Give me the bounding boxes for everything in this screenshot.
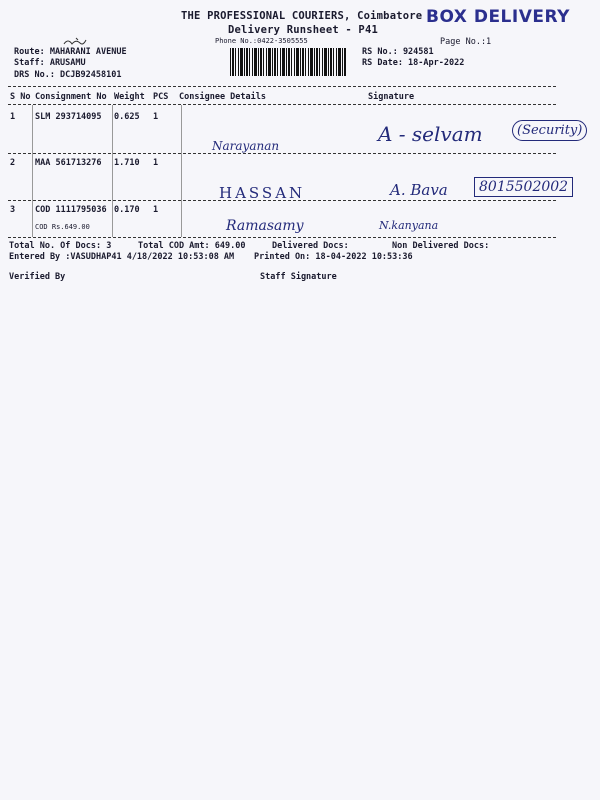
- row1-pcs: 1: [153, 112, 159, 122]
- delivered-docs: Delivered Docs:: [272, 241, 349, 251]
- col-sno: S No: [10, 92, 31, 102]
- barcode: [230, 48, 346, 76]
- row2-sno: 2: [10, 158, 16, 168]
- row1-security-note: (Security): [512, 120, 587, 141]
- drs-number: DRS No.: DCJB92458101: [14, 70, 122, 80]
- row-rule: [8, 200, 556, 201]
- col-separator: [112, 105, 113, 237]
- row3-signature-handwriting: N.kanyana: [379, 219, 439, 232]
- col-separator: [181, 105, 182, 237]
- runsheet-title: Delivery Runsheet - P41: [228, 24, 378, 36]
- row2-phone-note: 8015502002: [474, 177, 573, 197]
- company-name: THE PROFESSIONAL COURIERS, Coimbatore: [181, 10, 423, 22]
- col-consignment: Consignment No: [35, 92, 107, 102]
- row1-consignee-handwriting: Narayanan: [212, 139, 280, 153]
- staff-label: Staff: ARUSAMU: [14, 58, 86, 68]
- row3-consignment: COD 1111795036: [35, 205, 107, 215]
- total-docs: Total No. Of Docs: 3: [9, 241, 112, 251]
- table-rule-bottom: [8, 237, 556, 238]
- row1-signature-handwriting: A - selvam: [378, 122, 483, 146]
- col-pcs: PCS: [153, 92, 169, 102]
- header-rule-top: [8, 86, 556, 87]
- box-delivery-stamp: BOX DELIVERY: [426, 7, 570, 27]
- non-delivered-docs: Non Delivered Docs:: [392, 241, 490, 251]
- row2-consignee-handwriting: HASSAN: [219, 184, 306, 202]
- row3-consignee-handwriting: Ramasamy: [226, 218, 304, 234]
- row3-cod-note: COD Rs.649.00: [35, 223, 90, 231]
- col-weight: Weight: [114, 92, 145, 102]
- rs-date: RS Date: 18-Apr-2022: [362, 58, 465, 68]
- total-cod-amount: Total COD Amt: 649.00: [138, 241, 246, 251]
- row1-weight: 0.625: [114, 112, 140, 122]
- row-rule: [8, 153, 556, 154]
- route-label: Route: MAHARANI AVENUE: [14, 47, 127, 57]
- phone-number: Phone No.:0422-3505555: [215, 37, 308, 45]
- rs-number: RS No.: 924581: [362, 47, 434, 57]
- col-signature: Signature: [368, 92, 415, 102]
- entered-by: Entered By :VASUDHAP41 4/18/2022 10:53:08 AM: [9, 252, 235, 262]
- col-separator: [32, 105, 33, 237]
- page-number: Page No.:1: [440, 37, 492, 47]
- row3-weight: 0.170: [114, 205, 140, 215]
- row2-pcs: 1: [153, 158, 159, 168]
- header-rule-bottom: [8, 104, 556, 105]
- col-consignee: Consignee Details: [179, 92, 266, 102]
- verified-by: Verified By: [9, 272, 66, 282]
- staff-signature: Staff Signature: [260, 272, 337, 282]
- row2-weight: 1.710: [114, 158, 140, 168]
- row3-sno: 3: [10, 205, 16, 215]
- row1-consignment: SLM 293714095: [35, 112, 102, 122]
- row2-signature-handwriting: A. Bava: [390, 181, 448, 199]
- row3-pcs: 1: [153, 205, 159, 215]
- row1-sno: 1: [10, 112, 16, 122]
- printed-on: Printed On: 18-04-2022 10:53:36: [254, 252, 413, 262]
- row2-consignment: MAA 561713276: [35, 158, 102, 168]
